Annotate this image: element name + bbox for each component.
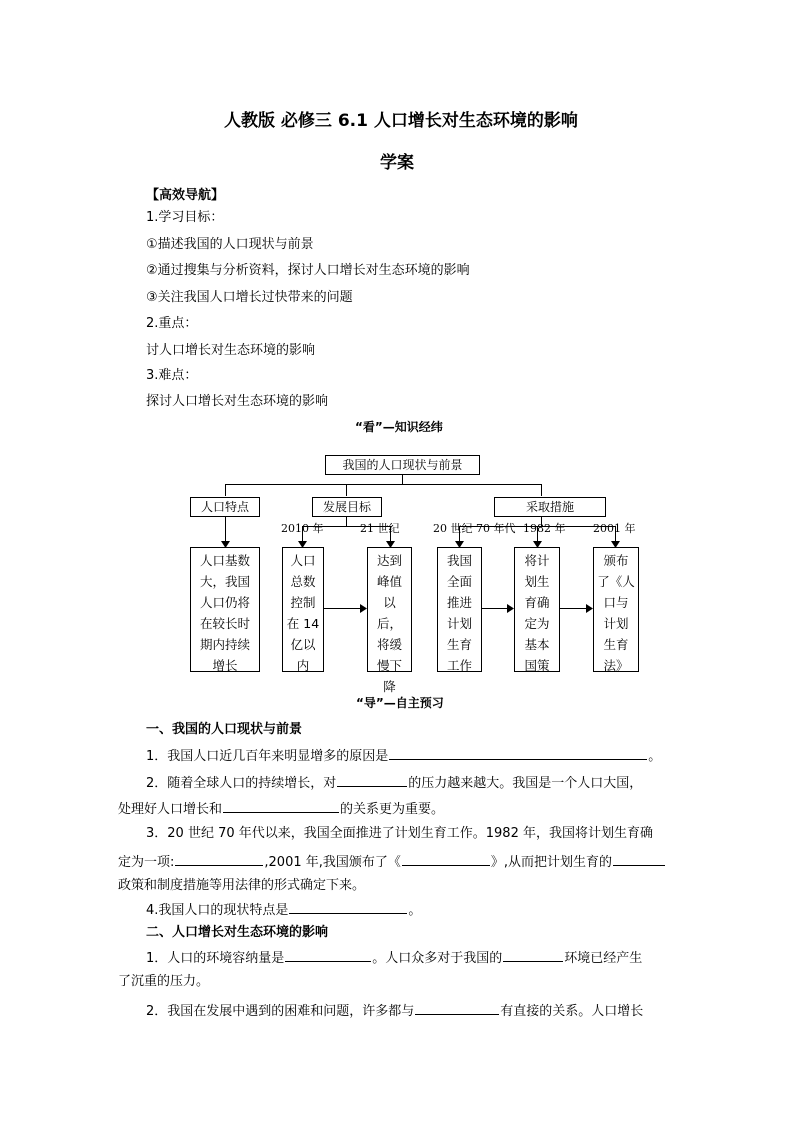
diagram-connector — [225, 484, 542, 485]
year-label: 20 世纪 70 年代 — [433, 522, 516, 535]
s2-question-2 — [146, 1000, 643, 1021]
page-title: 人教版 必修三 6.1 人口增长对生态环境的影响 — [224, 111, 578, 131]
question-text: 的压力越来越大。我国是一个人口大国， — [408, 776, 643, 791]
question-text: 4.我国人口的现状特点是 — [146, 903, 289, 918]
answer-blank[interactable] — [175, 851, 263, 866]
guide-section-title: “导”—自主预习 — [356, 696, 444, 710]
question-3: 3．20 世纪 70 年代以来，我国全面推进了计划生育工作。1982 年，我国将计划生育确 — [146, 826, 653, 841]
goal-item: ②通过搜集与分析资料，探讨人口增长对生态环境的影响 — [146, 263, 470, 278]
branch-measures: 采取措施 — [494, 497, 606, 517]
answer-blank[interactable] — [285, 947, 371, 962]
question-text: ,2001 年,我国颁布了《 — [264, 855, 401, 870]
question-2-cont — [118, 798, 444, 819]
question-text: 定为一项: — [118, 855, 175, 870]
question-1 — [146, 745, 661, 766]
section-2-title: 二、人口增长对生态环境的影响 — [146, 925, 329, 940]
question-4 — [146, 899, 421, 920]
arrow-right-icon — [507, 604, 514, 613]
answer-blank[interactable] — [337, 772, 407, 787]
diagram-connector — [541, 484, 542, 496]
question-text: 。人口众多对于我国的 — [372, 951, 503, 966]
look-section-title: “看”—知识经纬 — [355, 420, 443, 434]
diagram-connector — [402, 475, 403, 485]
diagram-connector — [225, 484, 226, 496]
key-label: 2.重点： — [146, 316, 198, 331]
key-text: 讨人口增长对生态环境的影响 — [146, 343, 316, 358]
question-text: 》,从而把计划生育的 — [490, 855, 613, 870]
diagram-connector — [482, 608, 508, 609]
section-1-title: 一、我国的人口现状与前景 — [146, 722, 303, 737]
box-measure-2001: 颁布 了《人 口与 计划 生育 法》 — [593, 547, 639, 672]
year-label: 2001 年 — [593, 522, 636, 535]
arrow-right-icon — [360, 604, 367, 613]
section-header: 【高效导航】 — [146, 188, 225, 203]
answer-blank[interactable] — [415, 1000, 499, 1015]
goal-item: ①描述我国的人口现状与前景 — [146, 237, 314, 252]
arrow-right-icon — [586, 604, 593, 613]
diagram-root: 我国的人口现状与前景 — [325, 455, 480, 475]
diagram-connector — [560, 608, 587, 609]
year-label: 21 世纪 — [360, 522, 400, 535]
question-text: 2．随着全球人口的持续增长，对 — [146, 776, 337, 791]
difficulty-label: 3.难点： — [146, 368, 198, 383]
question-text: 处理好人口增长和 — [118, 802, 223, 817]
goal-item: ③关注我国人口增长过快带来的问题 — [146, 290, 353, 305]
answer-blank[interactable] — [402, 851, 490, 866]
year-label: 1982 年 — [523, 522, 566, 535]
s2-question-1-cont: 了沉重的压力。 — [118, 974, 210, 989]
answer-blank[interactable] — [503, 947, 563, 962]
branch-population-traits: 人口特点 — [190, 497, 260, 517]
box-measure-1970s: 我国 全面 推进 计划 生育 工作 — [437, 547, 482, 672]
branch-development-goals: 发展目标 — [312, 497, 382, 517]
question-3-end: 政策和制度措施等用法律的形式确定下来。 — [118, 878, 366, 893]
box-goal-21st-century: 达到 峰值 以后， 将缓 慢下 降 — [367, 547, 412, 672]
s2-question-1 — [146, 947, 642, 968]
question-text: 。 — [408, 903, 422, 918]
question-text: 的关系更为重要。 — [340, 802, 445, 817]
question-text: 1．我国人口近几百年来明显增多的原因是 — [146, 749, 389, 764]
question-2 — [146, 772, 642, 793]
goals-label: 1.学习目标： — [146, 210, 224, 225]
diagram-connector — [324, 608, 361, 609]
difficulty-text: 探讨人口增长对生态环境的影响 — [146, 394, 329, 409]
answer-blank[interactable] — [613, 851, 665, 866]
box-measure-1982: 将计 划生 育确 定为 基本 国策 — [514, 547, 560, 672]
question-text: 环境已经产生 — [564, 951, 643, 966]
question-text: 。 — [648, 749, 662, 764]
question-text: 有直接的关系。人口增长 — [500, 1004, 644, 1019]
question-text: 2．我国在发展中遇到的困难和问题，许多都与 — [146, 1004, 415, 1019]
question-text: 1．人口的环境容纳量是 — [146, 951, 285, 966]
answer-blank[interactable] — [223, 798, 339, 813]
answer-blank[interactable] — [289, 899, 407, 914]
page-subtitle: 学案 — [380, 153, 414, 173]
year-label: 2010 年 — [281, 522, 324, 535]
box-population-traits: 人口基数 大，我国 人口仍将 在较长时 期内持续 增长 — [190, 547, 260, 672]
box-goal-2010: 人口 总数 控制 在 14 亿以 内 — [282, 547, 324, 672]
diagram-connector — [346, 484, 347, 496]
answer-blank[interactable] — [389, 745, 647, 760]
question-3-cont — [118, 851, 666, 872]
